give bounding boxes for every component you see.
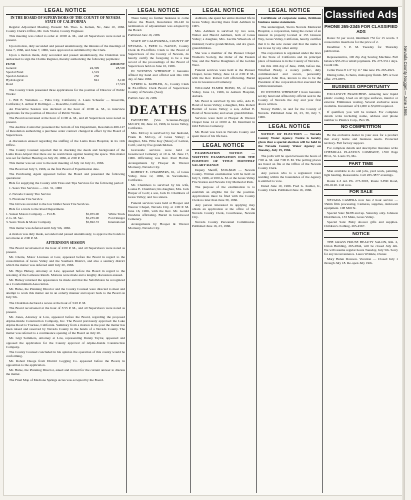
side-caption-strip [402, 6, 409, 494]
paragraph: Upon motion, duly seconded and passed unanimously, the minutes of the meetings of June 7, 1966, and June 7, 1966, were approved as submitted by the Clerk. [6, 43, 125, 52]
fund-amount: 3,100 [117, 78, 125, 83]
bid-amount: $5,235.00 [85, 216, 99, 221]
paragraph: The Board reconvened at the hour of 3:55 P. M., and all Supervisors were noted as present. [6, 305, 125, 314]
classified-ad: Dining table, 6 chairs, mahogany finish. $85 or best offer. 273-6875. [324, 73, 398, 82]
column-rule [322, 9, 323, 493]
paragraph: The County Clerk presented three applications for the position of Director of Public Works: [6, 88, 125, 97]
paragraph: Mr. Hulsey returned the appearance be made and that the Subdivision be recognized as a Condominium Association. [6, 277, 125, 286]
fund-name: General [6, 66, 17, 71]
obituary-paragraph: Arrangements by Hooper & Weaver Mortuary, Nevada City. [128, 221, 189, 230]
legal-notice-heading: LEGAL NOTICE [192, 7, 255, 15]
signature-line: Notary Public, in and for the County of Nevada. Published June 16, 23, 30, July 7, 1966. [258, 106, 321, 120]
classified-ad: Celler Press 8 1/2" by 11" like new. Ph. 265-4921. [327, 67, 396, 72]
classified-ads-banner: Classified Ads [325, 9, 397, 21]
fund-col-header: FUND [6, 62, 16, 67]
list-item: 1. Sears Tire Services — Oct. 31, 1966 [9, 186, 62, 191]
paragraph: The purpose of the examination is to establish an eligible list for the position. Applications must be filed with the County Clerk no later than June 30, 1966. [192, 185, 255, 202]
list-item: 2. Nevada County Tire Service [9, 191, 51, 196]
bid-amount: $5,692.72 [85, 220, 99, 225]
bidder: 2. G. M. Sac. [6, 216, 24, 221]
paragraph: Regular Adjourned Meeting. Present: Mr. Theo. G. Kelsen, Nr., June 10, 1966. County Clerk's Office, Mr. Jack Visdal, County Engineer. [6, 25, 125, 34]
paragraph: Any person interested in applying may obtain an application at the office of the Nevada County Clerk, Courthouse, Nevada City. [192, 202, 255, 219]
fund-name: Special Aviation [6, 74, 28, 79]
paragraph: Mr. Gigi Sommers, Attorney at Law, representing Danny Taylor, appeared and opposed the application for the County approval of Alpine-Inside Construction Company. [6, 336, 125, 349]
deaths-heading: DEATHS [129, 101, 188, 117]
paragraph: This matter was set over to the next meeting of July 1st July 21, 1966. [9, 161, 105, 166]
fund-col-header: AMOUNT [109, 62, 125, 67]
paragraph: Mr. Hulse, the Planning Director and the County Counsel were directed to meet and attempt to work this matter out in an orderly manner and report back to the Board on July 5th. [6, 287, 125, 300]
legal-notice-heading: LEGAL NOTICE [258, 122, 321, 131]
paragraph: NOTICE OF ELECTION — Nevada County Water Agency. Notice is hereby given that a special election will be held in the Nevada County Water Agency on Tuesday, July 19, 1966. [258, 132, 321, 153]
paragraph: An Executive Session was declared at the hour of 10:00 A. M., to interview applicants for the position of Director of Public Works. [6, 106, 125, 115]
notice-heading: NOTICE [324, 230, 398, 237]
column-classifieds [324, 7, 398, 493]
obituary-paragraph: Funeral services were held at the Pioneer Chapel, Grass Valley, June 14 at 2:00 P. M., with the Rev. Robert Gill officiating. Burial was in Greenwood Cemetery. [192, 68, 255, 85]
classified-phone: PHONE 265-2345 FOR CLASSIFIED ADS [324, 24, 398, 34]
paragraph: A discussion ensued regarding the staffing of the Lama Rosa Hospital, in its 11th Office. [6, 138, 125, 147]
paragraph: The Purchasing Agent appeared before the Board and presented the following quotations: [6, 171, 125, 180]
fund-name: Hydrological [6, 78, 24, 83]
paragraph: Mr. Jones, Attorney at Law, appeared before the Board, regarding the proposed Alpine-Inside Construction Company, Inc. The Board previously approved the Lake Alpine Road to Truckee, California. Summary from a motion in the past the matter has been raised and reserved by Nevada County in the hands of a Nevada County. The matter was referred to a continuance opening of the Board on July 20. [6, 315, 125, 336]
exam-title: EXAMINATION NOTICE — WRITTEN EXAMINATION FOR THE POSITION OF TITLE MONTHLY SALARY RANGE [192, 150, 255, 167]
fund-amount: #4,399 [89, 66, 99, 71]
classified-deadline: Deadline: 5 P. M. Tuesday for Thursday publication. [324, 45, 398, 54]
bidder: 3. Sears Truck & Motor Company [6, 220, 52, 225]
signature-line: Nevada County Personnel Commission. Published June 16, 23, 1966. [192, 220, 255, 229]
obituary-paragraph: Graveside services were held at Greenwood Cemetery at 10 A. M. June 17, 1966. Officiating was Rev. Paul Horbet. Arrangements by Hooper & Weaver Mortuary, Nevada City. [128, 148, 189, 169]
paragraph: IN WITNESS WHEREOF I hereunto affixed my hand and official seal this 10th day of June 1966. [128, 68, 189, 82]
afternoon-session-heading: AFTERNOON SESSION [45, 241, 86, 245]
paragraph: Mr. Hays Hulsey, Attorney at Law, appeared before the Board in regard to the rezoning of the Lamoure Ranch. Motions were made and a lengthy discussion ensued. [6, 268, 125, 277]
publication-line: Publish June 16, 1966. [128, 95, 158, 100]
paragraph: The County Counsel concluded in his opinion the operation of this county would be conforming. [6, 349, 125, 358]
legal-notice-heading: LEGAL NOTICE [258, 7, 321, 15]
paragraph: Any person who is a registered voter residing within the boundaries of the Agency is entitled to vote. [258, 170, 321, 184]
legal-notice-heading: LEGAL NOTICE [192, 141, 255, 150]
classified-ad: Route 2-3 Ad. Ph. 273-3003, Route 3-Hill Road, 265-6120. Call now. [324, 178, 398, 187]
paragraph: Mr. Robert Duoge from District Logging Co. appeared before the Board, in opposition to the application. [6, 359, 125, 368]
paragraph: The corporation is organized under the laws of the State of California and its principal place of business is in the County of Nevada. [258, 50, 321, 63]
funds-table [6, 62, 125, 86]
bidder: 1. Sunset Motors Company — F.O.B. [6, 212, 56, 217]
classified-ad: THE GRASS HOUSE BEAUTY SALON, Rm. 2, Union Building, 265-2844, will be closed July 4th. We will resume regular hours Tuesday, July 5th. Sorry for any inconvenience. Laura Wrinkle, Owner. [324, 239, 398, 256]
obituary-paragraph: Mrs. McCoy is survived by her husband, Frank R. McCoy, of Grass Valley; a daughter, Mrs. Ellie Kay (Shaw) of Lemon, Calif.; and by five grandchildren. [128, 131, 189, 148]
fund-name: Special Fund [6, 70, 24, 75]
obituary-paragraph: ROBERT E. CHAMBERS, 61, of Grass Valley, June 12, 1966, in Sacramento, California. [128, 169, 189, 182]
bid-amount: $5,955.00 [85, 212, 99, 217]
classified-ad: For complete details and descriptive literature write CHEMICAL PLASTICS COMPANY, 1550 Page Blvd., St. Louis 33, Mo. [324, 146, 398, 159]
classified-ad: EXCLUSIVE FRANCHISE. Amazing new liquid plastic coating. Used on all type surfaces, interior or exterior. Eliminates waxing. Several exclusive areas available. Investment of $1,000 to $3,000 required. [324, 92, 398, 109]
no-competition-heading: NO COMPETITION [324, 124, 398, 131]
paragraph: Mr. Cherie, Motor Licenses at Law, appeared before the Board in regard to the consolidation of Grass Valley and the Southern District, and also a sanitary district which the matter was deferred until July 20, 1966. [6, 255, 125, 268]
paragraph: This matter was deferred until July 5th, 1966. [9, 226, 71, 231]
side-caption: Nevada County Nugget — June 1966 [403, 46, 408, 116]
fund-amount: 250 [94, 74, 99, 79]
bid-model: Ford Ranger [108, 216, 125, 221]
paragraph: This meeting was called to order at 10:00 A. M., and all Supervisors were noted as present. [6, 34, 125, 43]
paragraph: On this 10th day of June, 1966, before me, Winifred Brady, a notary public, duly commissioned and sworn, personally appeared John Doe, known to me to be the President of the corporation that executed the within instrument. [258, 64, 321, 89]
for-sale-heading: FOR SALE [324, 189, 398, 196]
column-board-minutes [6, 7, 125, 493]
legal-notice-heading: LEGAL NOTICE [128, 7, 189, 15]
bid-model: International [108, 220, 125, 225]
paragraph: Upon a motion made, duly seconded and passed unanimously, the Chairman was authorized to sign the Claims Register, thereby authorizing the following payments: [6, 52, 125, 62]
classified-rates: Rates: 5¢ per word, minimum 75¢ for 15 words. 3 consecutive insertions for the price of 2. [324, 36, 398, 45]
paragraph: The Board set July 5, 1966, as the first Board of Equalization date. [9, 166, 100, 171]
paragraph: Mr. Hulse, the Planning Director, asked and moved for the current answer to discuss the matter. [6, 368, 125, 377]
signature-line: S/FRED G. KOHLER, Jr., County Clerk & Ex-Officio Clerk Board of Supervisors County of Nevada. (Seal) [128, 82, 189, 95]
classified-ad: Be the exclusive dealer in your area for a product that every home and business needs. Protected territory. Full factory support. [324, 132, 398, 145]
obituary-paragraph: Mr. Bond was born in Nevada County and spent most of his life here. [192, 129, 255, 138]
paragraph: IN WITNESS WHEREOF I have hereunto set my hand and affixed my official seal in the County of Nevada the day and year first above written. [258, 89, 321, 106]
paragraph: Deputy Sheriff, $536-$648 — Nevada County. Written examination will be held on July 5, 1966, at 9:00 A. M. at the Grass Valley Fire Station and Nevada City Memorial Park. [192, 168, 255, 185]
minutes-intro: IN THE BOARD OF SUPERVISORS OF THE COUNTY OF NEVADA STATE OF CALIFORNIA [10, 16, 121, 25]
fund-amount [73, 82, 99, 86]
obituary-paragraph: Funeral services were held at Hooper and Weaver Chapel, Nevada City, at 1:00 P. M. June 16, 1966, with the Rev. Mr. Gerald Dawkins officiating. Burial in Greenwood Cemetery. [128, 200, 189, 221]
paragraph: Bids for a truck to the Road Department. [9, 207, 65, 212]
classified-ad: Special Sale: $9.88 and up. Saturday only. Johnson Distributors, 133 Main, Grass Valley. [324, 211, 398, 220]
column-rule [190, 9, 191, 493]
column-rule [256, 9, 257, 493]
column-obituaries-notice [192, 7, 255, 493]
obituary-paragraph: Ashburn, she spent her entire married life in Grass Valley, moving there from Ashburn in 1905. [192, 16, 255, 29]
list-item: 3. Firestone Tire Service [9, 196, 43, 201]
column-rule [126, 9, 127, 493]
fund-amount: #8,500 [115, 66, 125, 71]
classified-ad: Man available to do odd jobs, yard work, painting, light hauling. Reasonable. Call 265-3877 evenings. [324, 169, 398, 178]
part-time-heading: PART TIME [324, 160, 398, 167]
obituary-paragraph: FAYNETHE (Van Scientan-Boggs) McCOY, 69, June 12, 1966, in Grass Valley, California. [128, 117, 189, 130]
bid-model: White Truck [108, 212, 125, 217]
paragraph: A motion was duly made, seconded and passed unanimously, to approve the bonds to reconvene at 2:00 P. M. [6, 231, 125, 240]
obituary-paragraph: WILLIAM ELMER BOND, 83, of Grass Valley, June 11, 1966, in Auburn Hospital, Auburn. [192, 85, 255, 98]
fund-amount: 1,519 [91, 70, 99, 75]
publication-line: Published June 16, 1966. [128, 33, 161, 38]
paragraph: The County Counsel reported that in checking the deeds and background of the Lama Rosa Airport that there are no restrictions against leasing the space. This matter was set for further Hearing on July 20, 1966, at 2:00 P. M. [6, 148, 125, 161]
obituary-paragraph: Mr. Chambers is survived by his wife, Louise E. Chambers; his daughter, Mrs. Jack Harper of Lodi; a son, Jack D. Chambers of Grass Valley; and two sisters. [128, 183, 189, 200]
classified-ad: Representative, 100 Zip Zag Sewing Machine. Full balance $55.20 or small payments. Ph. 273-5511 days. Credit OK. [324, 54, 398, 67]
paragraph: The Chairman declared a recess at the hour of 3:45 P. M. [9, 300, 87, 305]
paragraph: The polls will be open between the hours of 7:00 A. M. and 7:00 P. M. The polling places are listed on file at the Office of the Nevada County Clerk. [258, 153, 321, 170]
fund-amount: 17,519 [115, 82, 125, 87]
column-legal-notices [258, 7, 321, 493]
classified-ad: If qualified, you will be trained. For complete details write including name, address and phone number to Plastics Corp., Box 99. [324, 109, 398, 122]
paragraph: The Auditor-Controller presented the bottom of his Department, Resolution #66-127 of Resolution authorizing a purchase order contract changed in effect by the Board of Supervisors. [6, 125, 125, 138]
truck-bids-table [6, 212, 125, 224]
paragraph: The Board reconvened at the hour of 11:00 A. M., and all Supervisors were noted as present. [6, 116, 125, 125]
paragraph: STATE OF CALIFORNIA, COUNTY OF NEVADA. I, FRED G. NANCE, County Clerk & Ex-Officio Clerk to the Board of Supervisors of the County of Nevada, do hereby certify the foregoing to be a true record of the proceedings of the Board of Supervisors held on June 10, 1966. [128, 39, 189, 68]
paragraph: Certificate of corporate name, fictitious business name statements. [258, 16, 321, 25]
paragraph: The bid was awarded to the low bidder Sears Tire Services. [9, 202, 90, 207]
newspaper-page [3, 6, 403, 496]
obituary-paragraph: Services were held at Hooper & Weaver Chapel June 14 at 10:00 A. M. Interment in Odd Fellows Cemetery. [192, 116, 255, 129]
paragraph: The Board reconvened at the hour of 2:00 P. M., and all Supervisors were noted as present. [6, 246, 125, 255]
obituary-paragraph: She was a member of the Pioneer Chapel Women's Society, the Order of the Eastern Star, and the Native Daughters of the Golden West. [192, 50, 255, 67]
column-legal-deaths [128, 7, 189, 493]
fund-name: Road [6, 82, 13, 87]
signature-line: Dated June 10, 1966. Fred G. Kohler, Jr., County Clerk. Published June 16, 1966. [258, 184, 321, 193]
obituary-paragraph: Mrs. Ashburn is survived by two sons, Walter and Harold Ashburn, both of Grass Valley; a daughter, Mrs. Lucille Wheelock of Oakland; twelve grandchildren, and six great-grandchildren. [192, 29, 255, 50]
paragraph: 1. Bill E. Weisman — Yuba City, California; 2. Louis Schaefer — Roseville, California; 3. Arthur P. Dollinger — Roseville, California. [6, 97, 125, 106]
paragraph: There being no further business to come before the Board, Resolution 66-140 in termination of adjournment was adopted by the Board. [128, 16, 189, 33]
classified-ad: NEVADA CAMERA now has 2 hour service — 35mm film processing. Cameras, supplies, darkroom equipment. 108 Mill St. [324, 197, 398, 210]
legal-notice-heading: LEGAL NOTICE [6, 7, 125, 15]
classified-ad: Mary Helen Dawson. Vacation — Closed July 1 through July 18. Re-open July 19th. [324, 256, 398, 265]
classified-ad: Special Sale: Baby shower gifts and supplies. Children's clothing. 265-4567. [324, 220, 398, 229]
paragraph: The undersigned, Sierra Nevada Memorial Hospital, a corporation, being the owner of an interest in property located at 155 Glasson Way, Grass Valley, California, hereby certifies that it is the sole owner and that the name is not in use by any other entity. [258, 25, 321, 50]
paragraph: Bids for supplying the County with Tires and Tips Services for the following period: [9, 181, 124, 186]
obituary-paragraph: Mr. Bond is survived by his wife, Ada E. Bond of Grass Valley; a daughter, Mrs. Robert Bartlett of Grass Valley; a son, Alfred E. Bond of Newcastle; and seven grandchildren. [192, 98, 255, 116]
business-opportunity-heading: BUSINESS OPPORTUNITY [324, 83, 398, 90]
fund-amount: 841 [94, 78, 99, 83]
paragraph: The Final Map of Madrona Springs Acres was accepted by the Board. [9, 377, 104, 382]
